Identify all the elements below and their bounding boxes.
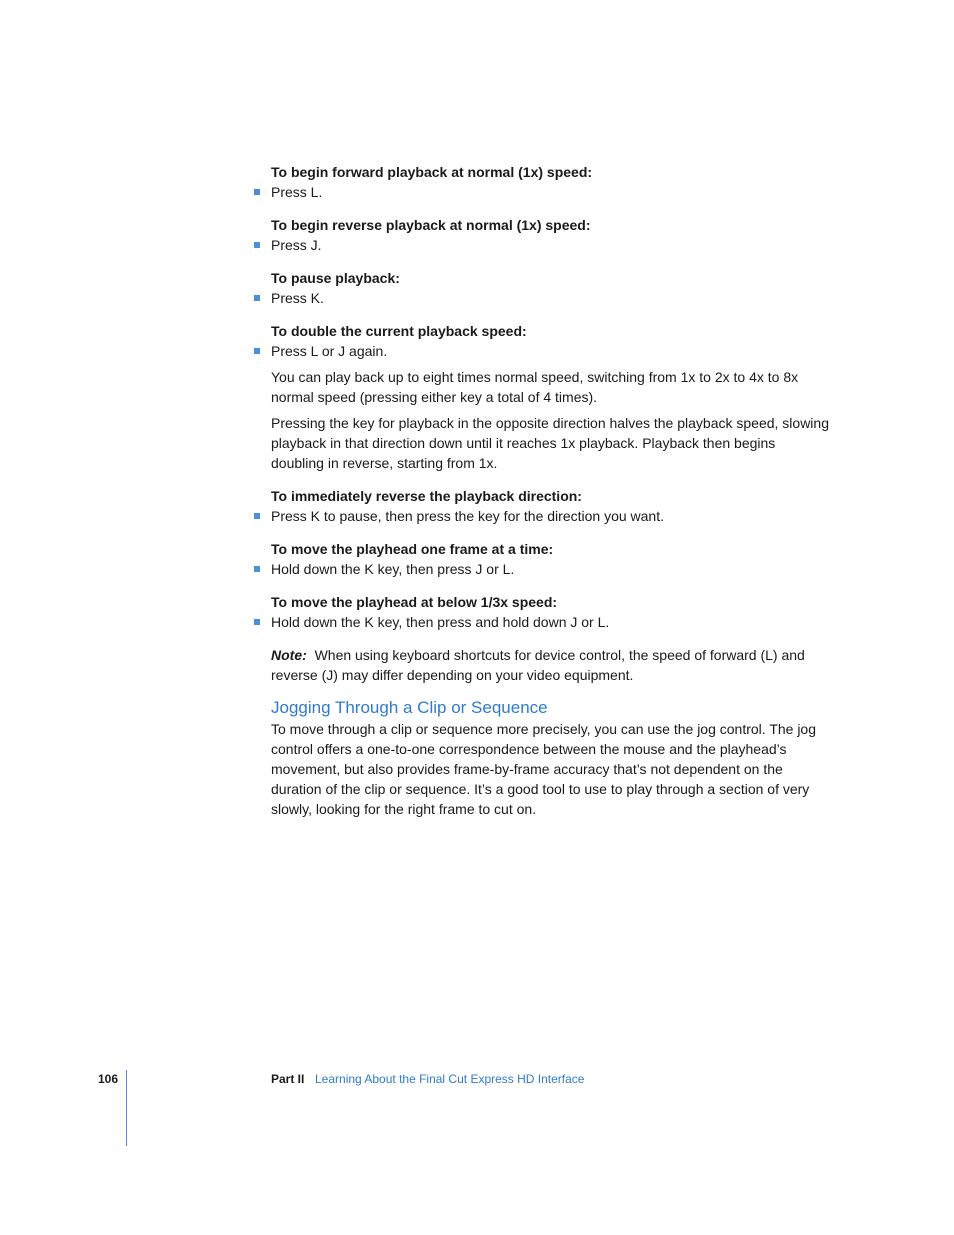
note-label: Note: [271,647,307,663]
note-text: When using keyboard shortcuts for device control, the speed of forward (L) and reverse (J) may differ depending on your video equipment. [271,647,805,683]
task-heading-one-frame: To move the playhead one frame at a time: [271,541,554,557]
task-step-one-frame [271,559,831,579]
bullet-square-icon [254,348,260,354]
page-number: 106 [98,1072,119,1086]
bullet-square-icon [254,295,260,301]
bullet-square-icon [254,566,260,572]
task-heading-reverse-direction: To immediately reverse the playback direction: [271,488,582,504]
step-text: Press L or J again. [271,343,388,359]
step-text: Press K. [271,290,324,306]
speed-paragraph: You can play back up to eight times normal speed, switching from 1x to 2x to 4x to 8x normal speed (pressing either key a total of 4 times). [271,369,799,405]
bullet-square-icon [254,619,260,625]
task-step-reverse [271,235,831,255]
step-text: Press L. [271,184,323,200]
task-heading-forward: To begin forward playback at normal (1x) speed: [271,164,593,180]
footer-divider [126,1070,127,1146]
step-text: Press K to pause, then press the key for the direction you want. [271,508,664,524]
note-paragraph [271,645,831,685]
step-text: Hold down the K key, then press J or L. [271,561,515,577]
bullet-square-icon [254,242,260,248]
footer-chapter-title: Learning About the Final Cut Express HD Interface [315,1072,585,1086]
task-heading-pause: To pause playback: [271,270,400,286]
task-heading-reverse: To begin reverse playback at normal (1x) speed: [271,217,591,233]
task-step-forward [271,182,831,202]
step-text: Press J. [271,237,322,253]
reverse-paragraph: Pressing the key for playback in the opposite direction halves the playback speed, slowing playback in that direction down until it reaches 1x playback. Playback then begins doubling in reverse, starting from 1x. [271,415,829,471]
section-body: To move through a clip or sequence more precisely, you can use the jog control. The jog control offers a one-to-one correspondence between the mouse and the playhead’s movement, but also provides frame-by-frame accuracy that’s not dependent on the duration of the clip or sequence. It’s a good tool to use to play through a section of very slowly, looking for the right frame to cut on. [271,721,817,817]
task-step-double-speed [271,341,831,361]
task-heading-slow-speed: To move the playhead at below 1/3x speed: [271,594,558,610]
footer-part-label: Part II [271,1072,305,1086]
section-heading: Jogging Through a Clip or Sequence [271,698,548,717]
page-content [271,162,831,819]
bullet-square-icon [254,189,260,195]
task-step-reverse-direction [271,506,831,526]
bullet-square-icon [254,513,260,519]
step-text: Hold down the K key, then press and hold down J or L. [271,614,610,630]
task-heading-double-speed: To double the current playback speed: [271,323,527,339]
task-step-pause [271,288,831,308]
task-step-slow-speed [271,612,831,632]
